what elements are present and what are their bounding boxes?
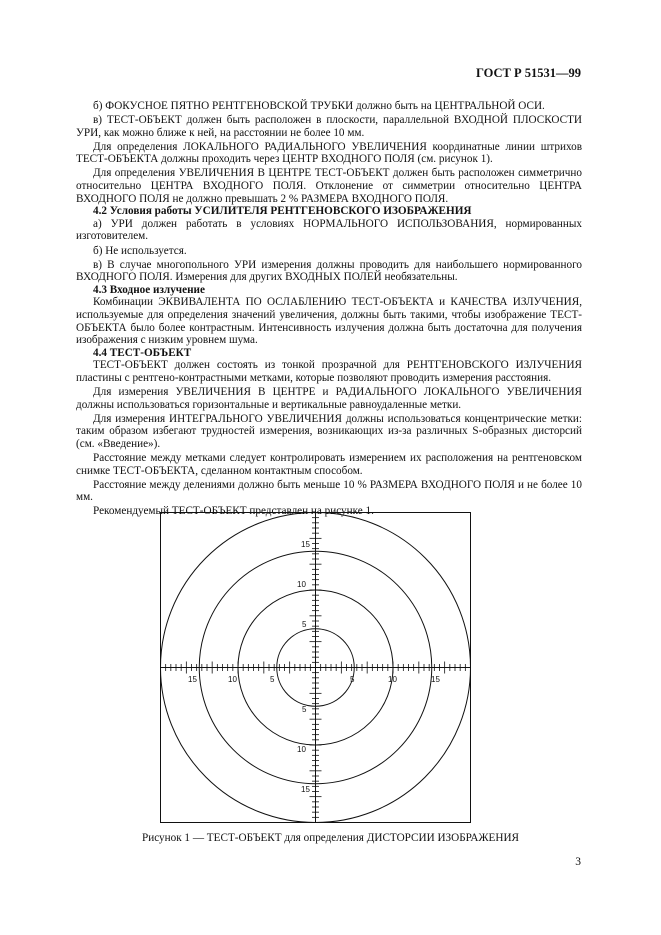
page-number: 3 [575, 856, 581, 868]
label-bottom-15: 15 [301, 785, 310, 794]
section-heading-4-3: 4.3 Входное излучение [93, 283, 205, 296]
paragraph: в) В случае многопольного УРИ измерения должны проводить для наибольшего нормированного ВХОДНОГО ПОЛЯ. Измерения для других ВХОДНЫХ ПОЛЕЙ необязательны. [76, 258, 582, 284]
body-text [76, 100, 582, 518]
paragraph: а) УРИ должен работать в условиях НОРМАЛЬНОГО ИСПОЛЬЗОВАНИЯ, нормированных изготовителем. [76, 217, 582, 243]
label-right-10: 10 [388, 675, 397, 684]
paragraph: Расстояние между метками следует контролировать измерением их расположения на рентгеновском снимке ТЕСТ-ОБЪЕКТА, сделанном контактным способом. [76, 452, 582, 477]
label-left-10: 10 [228, 675, 237, 684]
paragraph: Для определения УВЕЛИЧЕНИЯ В ЦЕНТРЕ ТЕСТ-ОБЪЕКТ должен быть расположен симметрично относительно ЦЕНТРА ВХОДНОГО ПОЛЯ. Отклонение от симметрии относительно ЦЕНТРА ВХОДНОГО ПОЛЯ не должно превышать 2 % РАЗМЕРА ВХОДНОГО ПОЛЯ. [76, 167, 582, 205]
paragraph: в) ТЕСТ-ОБЪЕКТ должен быть расположен в плоскости, параллельной ВХОДНОЙ ПЛОСКОСТИ УРИ, как можно ближе к ней, на расстоянии не более 10 мм. [76, 114, 582, 139]
label-bottom-10: 10 [297, 745, 306, 754]
label-right-15: 15 [431, 675, 440, 684]
paragraph: б) Не используется. [93, 244, 187, 257]
label-bottom-5: 5 [302, 705, 307, 714]
figure-caption: Рисунок 1 — ТЕСТ-ОБЪЕКТ для определения ДИСТОРСИИ ИЗОБРАЖЕНИЯ [142, 832, 519, 844]
label-top-10: 10 [297, 580, 306, 589]
test-object-figure [160, 512, 471, 823]
label-left-5: 5 [270, 675, 275, 684]
label-right-5: 5 [350, 675, 355, 684]
paragraph: Рекомендуемый ТЕСТ-ОБЪЕКТ представлен на рисунке 1. [93, 505, 374, 518]
paragraph: ТЕСТ-ОБЪЕКТ должен состоять из тонкой прозрачной для РЕНТГЕНОВСКОГО ИЗЛУЧЕНИЯ пластины с рентгено-контрастными метками, которые позволяют проводить измерения расстояния. [76, 359, 582, 384]
label-top-5: 5 [302, 620, 307, 629]
label-top-15: 15 [301, 540, 310, 549]
paragraph: б) ФОКУСНОЕ ПЯТНО РЕНТГЕНОВСКОЙ ТРУБКИ должно быть на ЦЕНТРАЛЬНОЙ ОСИ. [93, 100, 545, 112]
paragraph: Комбинации ЭКВИВАЛЕНТА ПО ОСЛАБЛЕНИЮ ТЕСТ-ОБЪЕКТА и КАЧЕСТВА ИЗЛУЧЕНИЯ, используемые для определения значений увеличения, должны быть такими, чтобы изображение ТЕСТ-ОБЪЕКТА было более контрастным. Интенсивность излучения должна быть достаточна для получения изображения с низким уровнем шума. [76, 296, 582, 347]
paragraph: Расстояние между делениями должно быть меньше 10 % РАЗМЕРА ВХОДНОГО ПОЛЯ и не более 10 мм. [76, 478, 582, 504]
label-left-15: 15 [188, 675, 197, 684]
paragraph: Для определения ЛОКАЛЬНОГО РАДИАЛЬНОГО УВЕЛИЧЕНИЯ координатные линии штрихов ТЕСТ-ОБЪЕКТА должны проходить через ЦЕНТР ВХОДНОГО ПОЛЯ (см. рисунок 1). [76, 140, 582, 166]
test-object-drawing [160, 512, 471, 823]
section-heading-4-4: 4.4 ТЕСТ-ОБЪЕКТ [93, 346, 192, 359]
paragraph: Для измерения УВЕЛИЧЕНИЯ В ЦЕНТРЕ и РАДИАЛЬНОГО ЛОКАЛЬНОГО УВЕЛИЧЕНИЯ должны использоваться горизонтальные и вертикальные равноудаленные метки. [76, 386, 582, 411]
standard-header: ГОСТ Р 51531—99 [475, 66, 581, 80]
section-heading-4-2: 4.2 Условия работы УСИЛИТЕЛЯ РЕНТГЕНОВСКОГО ИЗОБРАЖЕНИЯ [93, 205, 472, 218]
paragraph: Для измерения ИНТЕГРАЛЬНОГО УВЕЛИЧЕНИЯ должны использоваться концентрические метки: таким образом избегают трудностей измерения, возникающих из-за различных S-образных дисторсий (см. «Введение»). [76, 412, 582, 450]
